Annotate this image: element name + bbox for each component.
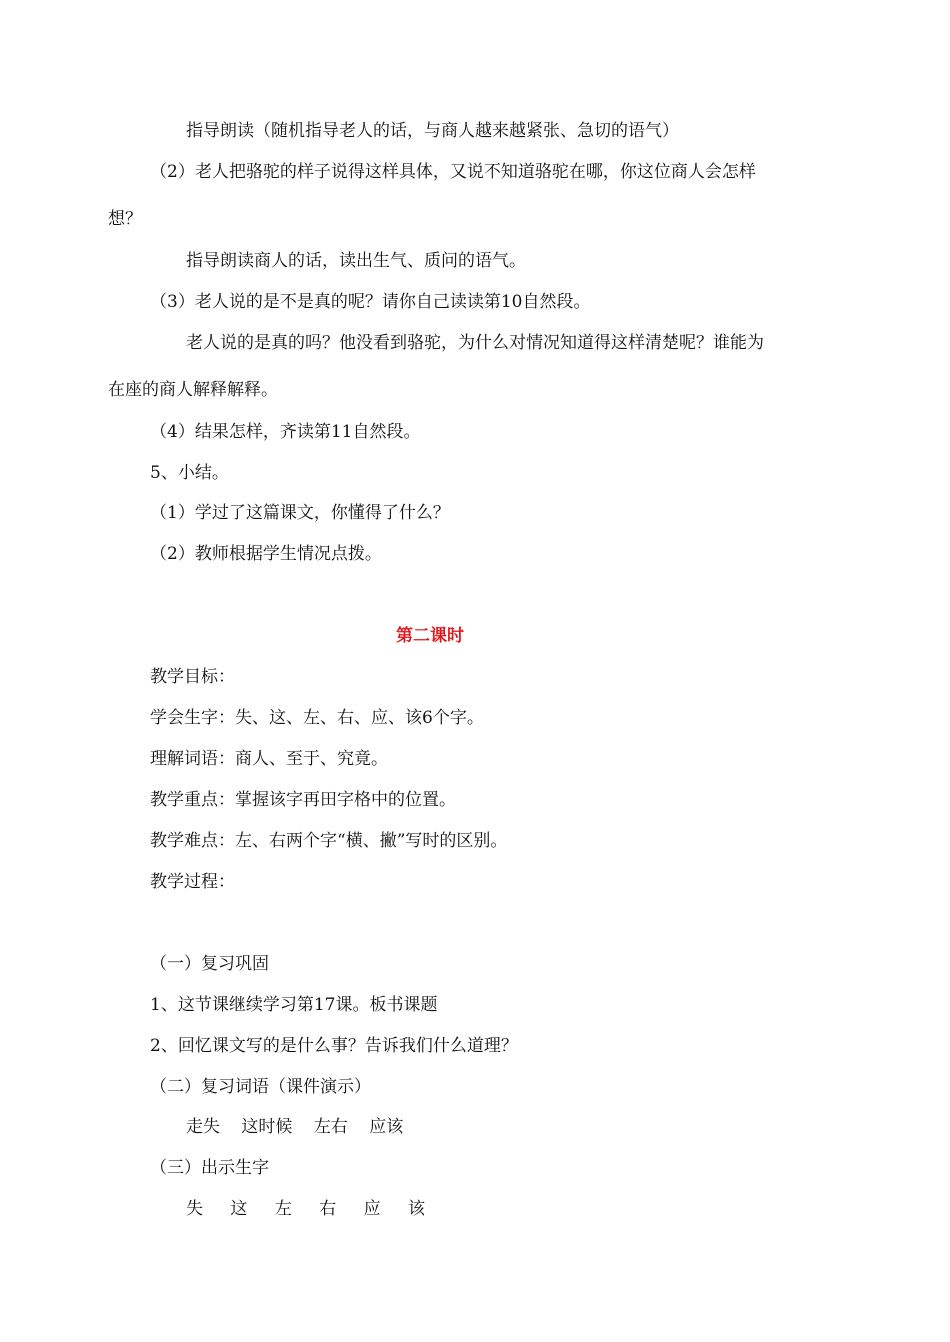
paragraph: （2）教师根据学生情况点拨。 xyxy=(150,544,382,564)
paragraph: 教学难点：左、右两个字“横、撇”写时的区别。 xyxy=(150,831,508,851)
paragraph: 在座的商人解释解释。 xyxy=(108,380,278,400)
paragraph: 2、回忆课文写的是什么事？告诉我们什么道理？ xyxy=(150,1036,518,1056)
paragraph: （2）老人把骆驼的样子说得这样具体，又说不知道骆驼在哪，你这位商人会怎样 xyxy=(150,162,756,182)
paragraph: 教学目标： xyxy=(150,667,235,687)
paragraph: 1、这节课继续学习第17课。板书课题 xyxy=(150,995,438,1015)
paragraph: （二）复习词语（课件演示） xyxy=(150,1077,371,1097)
character-item: 应 xyxy=(363,1199,381,1219)
word-item: 应该 xyxy=(369,1117,404,1137)
paragraph: （一）复习巩固 xyxy=(150,954,269,974)
paragraph: 指导朗读（随机指导老人的话，与商人越来越紧张、急切的语气） xyxy=(186,121,679,141)
paragraph: 老人说的是真的吗？他没看到骆驼，为什么对情况知道得这样清楚呢？谁能为 xyxy=(186,333,764,353)
character-item: 失 xyxy=(186,1199,203,1219)
word-list xyxy=(186,1116,419,1138)
character-item: 左 xyxy=(274,1199,292,1219)
paragraph: 指导朗读商人的话，读出生气、质问的语气。 xyxy=(186,251,526,271)
paragraph: 教学过程： xyxy=(150,872,235,892)
character-list xyxy=(186,1198,447,1220)
paragraph: （4）结果怎样，齐读第11自然段。 xyxy=(150,422,421,442)
paragraph: 教学重点：掌握该字再田字格中的位置。 xyxy=(150,790,456,810)
paragraph: 想？ xyxy=(108,209,142,229)
word-item: 左右 xyxy=(313,1117,348,1137)
paragraph: 理解词语：商人、至于、究竟。 xyxy=(150,749,388,769)
word-item: 这时候 xyxy=(241,1117,293,1137)
character-item: 这 xyxy=(230,1199,248,1219)
paragraph: 5、小结。 xyxy=(150,463,229,483)
character-item: 该 xyxy=(408,1199,426,1219)
section-title: 第二课时 xyxy=(396,626,464,646)
paragraph: 学会生字：失、这、左、右、应、该6个字。 xyxy=(150,708,484,728)
word-item: 走失 xyxy=(186,1117,220,1137)
paragraph: （1）学过了这篇课文，你懂得了什么？ xyxy=(150,503,450,523)
paragraph: （三）出示生字 xyxy=(150,1158,269,1178)
paragraph: （3）老人说的是不是真的呢？请你自己读读第10自然段。 xyxy=(150,292,591,312)
character-item: 右 xyxy=(319,1199,337,1219)
